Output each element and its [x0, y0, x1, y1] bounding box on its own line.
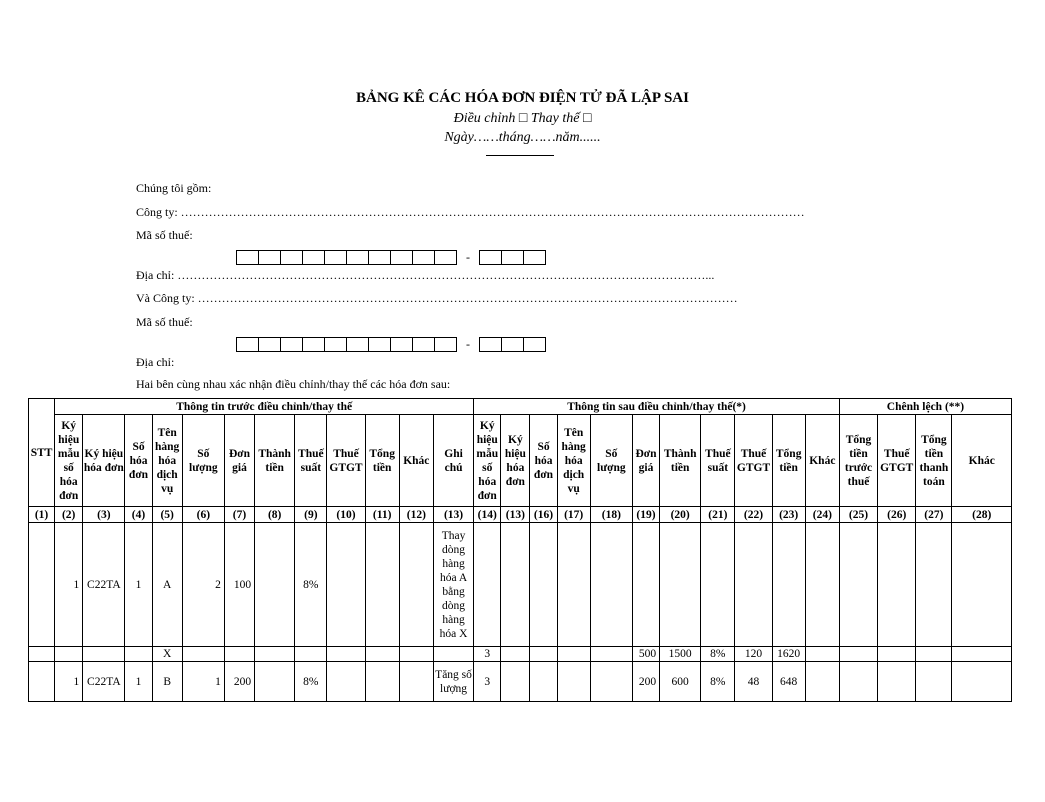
col-number: (23)	[772, 507, 805, 523]
col-number: (26)	[878, 507, 916, 523]
table-cell	[125, 647, 152, 662]
table-cell: Thay dòng hàng hóa A bằng dòng hàng hóa X	[433, 523, 473, 647]
col-number: (3)	[83, 507, 125, 523]
tax-digit-box[interactable]	[325, 250, 347, 265]
table-cell	[399, 647, 433, 662]
col-number: (13)	[433, 507, 473, 523]
before-col-header: Thuế suất	[295, 415, 327, 507]
table-cell: 8%	[701, 647, 735, 662]
col-number: (10)	[327, 507, 365, 523]
table-cell: 120	[735, 647, 772, 662]
table-cell: 8%	[701, 662, 735, 702]
tax-dash: -	[466, 337, 470, 351]
table-cell: 1500	[660, 647, 701, 662]
after-col-header: Thuế suất	[701, 415, 735, 507]
after-col-header: Tổng tiền	[772, 415, 805, 507]
col-number: (19)	[632, 507, 659, 523]
table-cell	[255, 662, 295, 702]
tax-digit-box[interactable]	[236, 250, 259, 265]
tax-branch-box[interactable]	[502, 250, 524, 265]
tax-branch-box[interactable]	[479, 250, 502, 265]
table-cell	[839, 523, 877, 647]
col-number: (13)	[501, 507, 530, 523]
table-cell	[530, 523, 557, 647]
table-cell	[83, 647, 125, 662]
document-subtitle: Điều chỉnh □ Thay thế □	[453, 111, 592, 126]
col-number: (24)	[805, 507, 839, 523]
before-col-header: Số lượng	[182, 415, 224, 507]
col-number: (5)	[152, 507, 182, 523]
before-col-header: Ký hiệu hóa đơn	[83, 415, 125, 507]
tax-label-1: Mã số thuế:	[136, 228, 193, 242]
table-cell	[916, 523, 952, 647]
table-cell	[365, 523, 399, 647]
tax-digit-box[interactable]	[391, 337, 413, 352]
after-col-header: Đơn giá	[632, 415, 659, 507]
tax-digit-box[interactable]	[303, 337, 325, 352]
tax-digit-box[interactable]	[369, 337, 391, 352]
table-cell: Tăng số lượng	[433, 662, 473, 702]
table-cell	[365, 647, 399, 662]
table-cell	[839, 662, 877, 702]
tax-digit-box[interactable]	[347, 250, 369, 265]
tax-code-boxes-1[interactable]	[236, 250, 546, 265]
col-number: (7)	[224, 507, 254, 523]
table-cell: 3	[474, 647, 501, 662]
tax-digit-box[interactable]	[435, 250, 457, 265]
table-cell	[295, 647, 327, 662]
table-cell: B	[152, 662, 182, 702]
col-number: (16)	[530, 507, 557, 523]
diff-col-header: Tổng tiền trước thuế	[839, 415, 877, 507]
tax-digit-box[interactable]	[259, 250, 281, 265]
table-cell	[590, 647, 632, 662]
table-cell: 1620	[772, 647, 805, 662]
diff-col-header: Thuế GTGT	[878, 415, 916, 507]
before-col-header: Ghi chú	[433, 415, 473, 507]
after-col-header: Thành tiền	[660, 415, 701, 507]
group-before-header: Thông tin trước điều chỉnh/thay thế	[55, 399, 474, 415]
table-cell: 648	[772, 662, 805, 702]
table-cell: 600	[660, 662, 701, 702]
table-cell	[399, 523, 433, 647]
table-cell	[557, 647, 590, 662]
table-cell	[805, 662, 839, 702]
table-cell	[327, 662, 365, 702]
before-col-header: Khác	[399, 415, 433, 507]
table-cell	[916, 647, 952, 662]
diff-col-header: Tổng tiền thanh toán	[916, 415, 952, 507]
after-col-header: Ký hiệu mẫu số hóa đơn	[474, 415, 501, 507]
before-col-header: Đơn giá	[224, 415, 254, 507]
intro-text: Chúng tôi gồm:	[136, 181, 212, 195]
tax-branch-box[interactable]	[502, 337, 524, 352]
table-cell: A	[152, 523, 182, 647]
tax-branch-box[interactable]	[479, 337, 502, 352]
table-cell	[839, 647, 877, 662]
col-number: (2)	[55, 507, 83, 523]
table-cell	[916, 662, 952, 702]
before-col-header: Thuế GTGT	[327, 415, 365, 507]
table-cell: 8%	[295, 523, 327, 647]
tax-digit-box[interactable]	[281, 250, 303, 265]
table-cell: 1	[55, 523, 83, 647]
table-cell	[530, 662, 557, 702]
title-underline	[486, 155, 554, 156]
tax-digit-box[interactable]	[325, 337, 347, 352]
table-cell: 1	[182, 662, 224, 702]
table-cell	[474, 523, 501, 647]
col-number: (18)	[590, 507, 632, 523]
col-number: (25)	[839, 507, 877, 523]
col-number: (1)	[29, 507, 55, 523]
table-cell	[878, 662, 916, 702]
before-col-header: Thành tiền	[255, 415, 295, 507]
company-line: Công ty: …………………………………………………………………………………………………………………………………………	[136, 205, 805, 219]
tax-digit-box[interactable]	[369, 250, 391, 265]
table-cell	[255, 647, 295, 662]
table-cell	[501, 523, 530, 647]
diff-col-header: Khác	[952, 415, 1012, 507]
table-cell: 48	[735, 662, 772, 702]
invoice-table	[28, 398, 1012, 702]
table-cell	[433, 647, 473, 662]
table-cell	[660, 523, 701, 647]
table-cell	[878, 523, 916, 647]
table-row	[29, 523, 1012, 647]
table-cell	[29, 523, 55, 647]
table-cell	[365, 662, 399, 702]
stt-header: STT	[29, 399, 55, 507]
table-cell	[557, 523, 590, 647]
col-number: (8)	[255, 507, 295, 523]
tax-label-2: Mã số thuế:	[136, 315, 193, 329]
tax-digit-box[interactable]	[435, 337, 457, 352]
table-cell	[224, 647, 254, 662]
col-number: (28)	[952, 507, 1012, 523]
agreement-text: Hai bên cùng nhau xác nhận điều chỉnh/thay thế các hóa đơn sau:	[136, 377, 451, 391]
table-cell	[399, 662, 433, 702]
table-row	[29, 662, 1012, 702]
table-cell	[952, 523, 1012, 647]
table-cell	[952, 662, 1012, 702]
table-cell: 100	[224, 523, 254, 647]
table-cell	[772, 523, 805, 647]
tax-digit-box[interactable]	[391, 250, 413, 265]
tax-branch-box[interactable]	[524, 250, 546, 265]
table-cell	[805, 523, 839, 647]
after-col-header: Tên hàng hóa dịch vụ	[557, 415, 590, 507]
col-number: (20)	[660, 507, 701, 523]
after-col-header: Số lượng	[590, 415, 632, 507]
company-2-line: Và Công ty: ………………………………………………………………………………………………………………………	[136, 291, 738, 305]
table-cell: C22TA	[83, 662, 125, 702]
table-row	[29, 647, 1012, 662]
col-number: (6)	[182, 507, 224, 523]
col-number: (27)	[916, 507, 952, 523]
document-title: BẢNG KÊ CÁC HÓA ĐƠN ĐIỆN TỬ ĐÃ LẬP SAI	[356, 90, 689, 106]
table-cell	[701, 523, 735, 647]
table-cell	[501, 647, 530, 662]
table-cell	[557, 662, 590, 702]
table-cell	[530, 647, 557, 662]
table-cell	[327, 523, 365, 647]
group-after-header: Thông tin sau điều chỉnh/thay thế(*)	[474, 399, 840, 415]
table-cell: C22TA	[83, 523, 125, 647]
table-cell	[735, 523, 772, 647]
table-cell: 8%	[295, 662, 327, 702]
table-cell	[327, 647, 365, 662]
col-number: (11)	[365, 507, 399, 523]
tax-digit-box[interactable]	[413, 337, 435, 352]
table-cell: 200	[632, 662, 659, 702]
table-cell	[255, 523, 295, 647]
before-col-header: Tên hàng hóa dịch vụ	[152, 415, 182, 507]
tax-code-boxes-2[interactable]	[236, 337, 546, 352]
col-number: (14)	[474, 507, 501, 523]
address-line-1: Địa chỉ: ……………………………………………………………………………………………………………………...	[136, 268, 715, 282]
table-cell	[501, 662, 530, 702]
tax-digit-box[interactable]	[347, 337, 369, 352]
tax-digit-box[interactable]	[236, 337, 259, 352]
table-cell: 2	[182, 523, 224, 647]
table-cell	[182, 647, 224, 662]
after-col-header: Khác	[805, 415, 839, 507]
after-col-header: Ký hiệu hóa đơn	[501, 415, 530, 507]
after-col-header: Số hóa đơn	[530, 415, 557, 507]
table-cell	[878, 647, 916, 662]
table-cell: X	[152, 647, 182, 662]
address-line-2: Địa chỉ:	[136, 355, 175, 369]
table-cell	[590, 523, 632, 647]
before-col-header: Tổng tiền	[365, 415, 399, 507]
table-cell	[590, 662, 632, 702]
table-cell	[29, 662, 55, 702]
col-number: (22)	[735, 507, 772, 523]
tax-digit-box[interactable]	[281, 337, 303, 352]
tax-digit-box[interactable]	[413, 250, 435, 265]
tax-digit-box[interactable]	[303, 250, 325, 265]
after-col-header: Thuế GTGT	[735, 415, 772, 507]
date-line: Ngày……tháng……năm......	[444, 130, 601, 145]
table-cell	[632, 523, 659, 647]
tax-dash: -	[466, 250, 470, 264]
group-diff-header: Chênh lệch (**)	[839, 399, 1011, 415]
col-number: (12)	[399, 507, 433, 523]
tax-branch-box[interactable]	[524, 337, 546, 352]
table-cell: 3	[474, 662, 501, 702]
table-cell: 1	[125, 523, 152, 647]
col-number: (9)	[295, 507, 327, 523]
table-cell: 500	[632, 647, 659, 662]
table-cell: 1	[55, 662, 83, 702]
table-cell	[29, 647, 55, 662]
table-cell	[805, 647, 839, 662]
table-cell	[55, 647, 83, 662]
tax-digit-box[interactable]	[259, 337, 281, 352]
col-number: (17)	[557, 507, 590, 523]
table-cell	[952, 647, 1012, 662]
col-number: (21)	[701, 507, 735, 523]
before-col-header: Số hóa đơn	[125, 415, 152, 507]
table-cell: 200	[224, 662, 254, 702]
before-col-header: Ký hiệu mẫu số hóa đơn	[55, 415, 83, 507]
table-cell: 1	[125, 662, 152, 702]
col-number: (4)	[125, 507, 152, 523]
